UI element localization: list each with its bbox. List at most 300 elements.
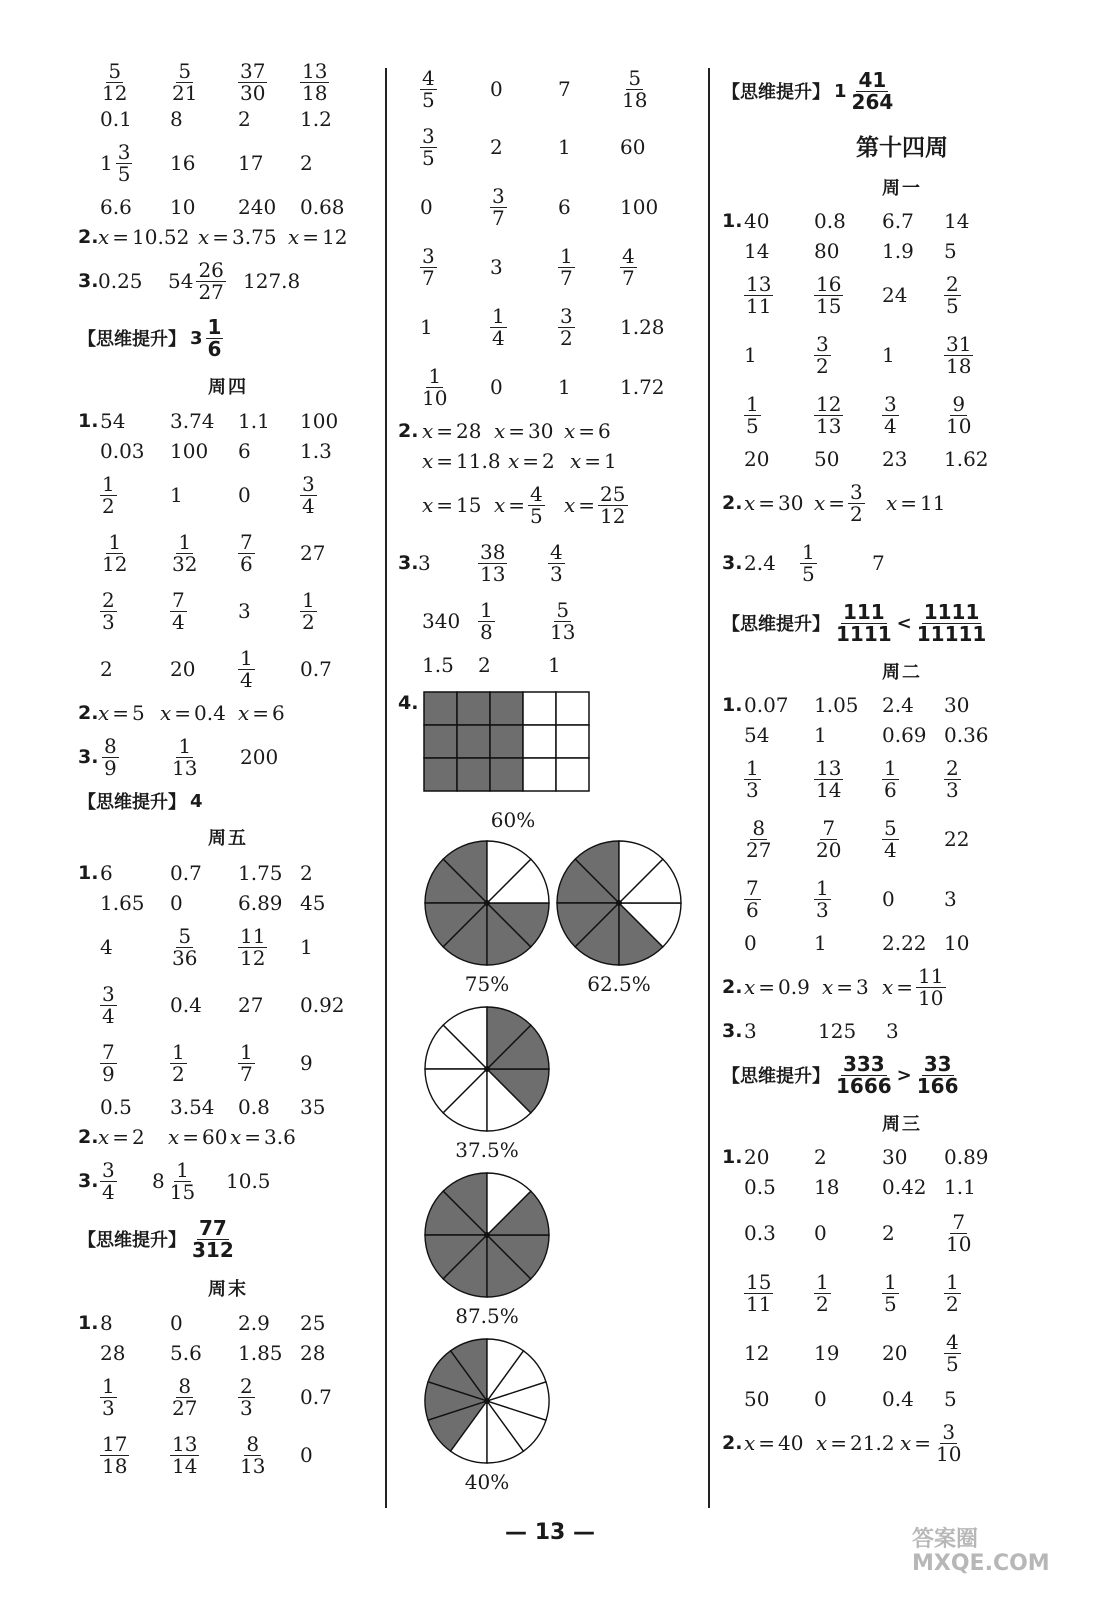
answer-cell <box>100 858 113 888</box>
answer-cell <box>882 1202 895 1264</box>
number: 0.5 <box>100 1095 132 1119</box>
number: 125 <box>818 1019 857 1043</box>
denominator: 36 <box>172 945 198 970</box>
answer-row <box>722 1202 1082 1264</box>
number: 1.9 <box>882 239 914 263</box>
day-heading: 周三 <box>882 1114 922 1135</box>
denominator: 8 <box>480 619 493 644</box>
answer-cell <box>944 808 969 870</box>
answer-cells <box>78 134 378 192</box>
fraction <box>814 391 843 438</box>
number: 30 <box>778 491 804 515</box>
fraction <box>882 391 899 438</box>
answer-row <box>722 750 1082 808</box>
answer-cell <box>98 698 145 728</box>
numerator: 1 <box>240 645 253 670</box>
fraction <box>916 963 945 1010</box>
number: 21.2 <box>850 1431 895 1455</box>
answer-cells <box>722 266 1082 324</box>
answer-cells <box>722 958 1082 1016</box>
answer-cells <box>722 206 1082 236</box>
answer-cell <box>238 1426 267 1484</box>
number: 2.9 <box>238 1311 270 1335</box>
answer-cell <box>872 532 885 594</box>
denominator: 1666 <box>836 1073 892 1098</box>
answer-cell <box>168 1122 228 1152</box>
number: 1.05 <box>814 693 859 717</box>
variable: x <box>288 225 300 249</box>
answer-cell <box>238 858 283 888</box>
denominator: 10 <box>918 985 944 1010</box>
variable: x <box>494 419 506 443</box>
answer-cell <box>744 532 776 594</box>
fraction <box>944 391 973 438</box>
number: 1.2 <box>300 107 332 131</box>
numerator: 1 <box>560 243 573 268</box>
question-number: 1. <box>722 694 743 716</box>
answer-row <box>78 786 378 816</box>
answer-cell <box>814 474 865 532</box>
number: 6 <box>272 701 285 725</box>
answer-cell <box>744 690 789 720</box>
numerator: 7 <box>746 875 759 900</box>
number: 1 <box>814 723 827 747</box>
fraction <box>100 1039 117 1086</box>
denominator: 12 <box>600 503 626 528</box>
answer-cell <box>300 60 329 104</box>
denominator: 5 <box>746 413 759 438</box>
answer-row <box>398 416 698 446</box>
answer-cells <box>722 690 1082 720</box>
grid-cell <box>490 758 523 791</box>
answer-cells <box>78 698 378 728</box>
answer-row <box>722 1414 1082 1472</box>
question-number: 3. <box>722 1020 743 1042</box>
variable: x <box>508 449 520 473</box>
answer-cell <box>300 582 317 640</box>
number: 60 <box>202 1125 228 1149</box>
numerator: 1 <box>102 471 115 496</box>
watermark <box>912 1528 1050 1576</box>
answer-row <box>78 1338 378 1368</box>
answer-cell <box>490 176 507 238</box>
grid-cell <box>457 692 490 725</box>
number: 0.7 <box>300 1385 332 1409</box>
numerator: 111 <box>842 599 885 624</box>
answer-cell <box>882 720 927 750</box>
thinking-boost <box>78 1215 236 1262</box>
answer-row <box>722 324 1082 386</box>
grid-cell <box>424 758 457 791</box>
column-divider <box>385 68 387 1508</box>
answer-value <box>230 1125 296 1149</box>
fraction-pie <box>422 1004 552 1134</box>
answer-cell <box>300 918 313 976</box>
answer-cell <box>944 324 973 386</box>
answer-row <box>398 358 698 416</box>
answer-cells <box>78 406 378 436</box>
equals-sign: = <box>212 225 230 249</box>
fraction-pie <box>422 1336 552 1466</box>
fraction-pie <box>422 1170 552 1300</box>
numerator: 11 <box>240 923 266 948</box>
question-number: 3. <box>722 552 743 574</box>
numerator: 4 <box>422 65 435 90</box>
answer-value <box>816 1431 895 1455</box>
numerator: 13 <box>816 755 842 780</box>
fraction <box>814 875 831 922</box>
answer-cells <box>722 1384 1082 1414</box>
answer-cell <box>944 1142 989 1172</box>
numerator: 12 <box>816 391 842 416</box>
whole: 1 <box>834 80 847 102</box>
numerator: 3 <box>422 243 435 268</box>
denominator: 4 <box>884 837 897 862</box>
numerator: 1 <box>240 1039 253 1064</box>
fraction <box>170 58 199 105</box>
numerator: 7 <box>240 529 253 554</box>
answer-row <box>78 640 378 698</box>
answer-cells <box>398 446 698 476</box>
number: 1.65 <box>100 891 145 915</box>
answer-cell <box>944 1202 973 1264</box>
answer-row <box>722 690 1082 720</box>
answer-cell <box>814 720 827 750</box>
fraction <box>420 123 437 170</box>
question-number: 3. <box>78 746 99 768</box>
denominator: 5 <box>802 561 815 586</box>
answer-cell <box>170 192 195 222</box>
answer-row <box>78 252 378 310</box>
numerator: 1 <box>492 303 505 328</box>
number: 1 <box>420 315 433 339</box>
answer-cell <box>238 1092 270 1122</box>
answer-cell <box>548 592 577 650</box>
answer-row <box>78 406 378 436</box>
denominator: 264 <box>851 89 894 114</box>
answer-cell <box>744 266 773 324</box>
answer-cell <box>478 592 495 650</box>
answer-cells <box>722 1322 1082 1384</box>
answer-cell <box>100 466 117 524</box>
grid-cell <box>556 725 589 758</box>
answer-cell <box>300 406 338 436</box>
answer-cell <box>814 266 843 324</box>
question-number: 2. <box>78 702 99 724</box>
number: 0 <box>490 77 503 101</box>
answer-cells <box>398 238 698 296</box>
equals-sign: = <box>182 1125 200 1149</box>
numerator: 8 <box>246 1431 260 1456</box>
number: 1.1 <box>944 1175 976 1199</box>
answer-row <box>78 134 378 192</box>
answer-cell <box>198 222 277 252</box>
fraction <box>944 1329 961 1376</box>
answer-cell <box>420 60 437 118</box>
answer-cell <box>814 444 839 474</box>
numerator: 5 <box>178 923 192 948</box>
numerator: 2 <box>102 587 115 612</box>
answer-cell <box>508 446 555 476</box>
number: 1 <box>300 935 313 959</box>
number: 0.7 <box>170 861 202 885</box>
variable: x <box>564 493 576 517</box>
fraction <box>598 481 627 528</box>
answer-value <box>886 491 946 515</box>
number: 0.69 <box>882 723 927 747</box>
answer-cell <box>814 928 827 958</box>
denominator: 10 <box>936 1441 962 1466</box>
number: 1 <box>814 931 827 955</box>
number: 27 <box>300 541 326 565</box>
numerator: 7 <box>952 1209 966 1234</box>
answer-cells <box>78 858 378 888</box>
answer-cells <box>722 870 1082 928</box>
fraction <box>170 1373 199 1420</box>
day-heading: 周一 <box>882 178 922 199</box>
denominator: 5 <box>422 145 435 170</box>
answer-value <box>238 701 285 725</box>
equals-sign: = <box>896 975 914 999</box>
answer-value <box>822 975 869 999</box>
answer-cell <box>814 324 831 386</box>
answer-cell <box>944 236 957 266</box>
number: 1 <box>170 483 183 507</box>
variable: x <box>494 493 506 517</box>
number: 2 <box>490 135 503 159</box>
answer-cell <box>490 296 507 358</box>
answer-cell <box>944 690 969 720</box>
number: 100 <box>170 439 209 463</box>
fraction <box>100 471 117 518</box>
answer-row <box>722 1264 1082 1322</box>
answer-cell <box>238 640 255 698</box>
fraction <box>196 257 225 304</box>
numerator: 4 <box>946 1329 959 1354</box>
answer-cell <box>558 176 571 238</box>
number: 3 <box>886 1019 899 1043</box>
answer-row <box>722 958 1082 1016</box>
answer-cell <box>170 104 183 134</box>
denominator: 27 <box>746 837 772 862</box>
fraction <box>238 1431 267 1478</box>
answer-value <box>834 599 988 646</box>
answer-cell <box>238 582 251 640</box>
denominator: 15 <box>169 1179 196 1204</box>
grid-percent: 60% <box>490 808 536 832</box>
denominator: 10 <box>422 385 448 410</box>
fraction <box>915 1051 961 1098</box>
thinking-label: 【思维提升】 <box>722 614 830 635</box>
number: 1.85 <box>238 1341 283 1365</box>
answer-cell <box>744 1264 773 1322</box>
fraction <box>882 815 899 862</box>
answer-cell <box>814 690 859 720</box>
answer-cells <box>78 918 378 976</box>
whole: 1 <box>100 151 113 175</box>
answer-cells <box>78 104 378 134</box>
answer-cell <box>238 976 263 1034</box>
answer-value <box>168 1125 228 1149</box>
numerator: 1 <box>302 587 315 612</box>
denominator: 3 <box>746 777 759 802</box>
answer-cell <box>238 524 255 582</box>
answer-cell <box>744 808 773 870</box>
grid-cell <box>523 725 556 758</box>
fraction <box>528 481 545 528</box>
variable: x <box>98 225 110 249</box>
denominator: 15 <box>816 293 842 318</box>
answer-cell <box>300 104 332 134</box>
answer-cell <box>882 206 914 236</box>
answer-cells <box>78 466 378 524</box>
denominator: 13 <box>480 561 506 586</box>
numerator: 1 <box>172 1039 185 1064</box>
answer-cell <box>170 1308 183 1338</box>
answer-row <box>398 176 698 238</box>
answer-cell <box>418 534 431 592</box>
denominator: 4 <box>240 667 253 692</box>
answer-cell <box>814 1202 827 1264</box>
comparison-sign: < <box>896 612 912 634</box>
answer-cell <box>422 650 454 680</box>
numerator: 1 <box>178 529 192 554</box>
numerator: 1 <box>746 755 759 780</box>
variable: x <box>98 701 110 725</box>
fraction-pie <box>422 838 552 968</box>
number: 10 <box>170 195 196 219</box>
answer-value <box>98 225 189 249</box>
denominator: 11 <box>746 1291 772 1316</box>
mixed-number <box>100 139 132 186</box>
numerator: 37 <box>240 58 266 83</box>
answer-cell <box>744 324 757 386</box>
answer-cell <box>900 1414 964 1472</box>
whole: 3 <box>190 327 203 349</box>
answer-cell <box>620 238 637 296</box>
answer-cell <box>168 252 226 310</box>
denominator: 10 <box>946 413 972 438</box>
answer-cells <box>78 1092 378 1122</box>
variable: x <box>422 493 434 517</box>
denominator: 27 <box>198 279 224 304</box>
answer-row <box>722 206 1082 236</box>
answer-cells <box>398 176 698 238</box>
answer-column-right <box>722 60 1082 1472</box>
answer-cells <box>78 524 378 582</box>
answer-row <box>398 118 698 176</box>
number: 0.9 <box>778 975 810 999</box>
answer-cell <box>422 592 460 650</box>
answer-cell <box>100 1338 125 1368</box>
number: 11 <box>920 491 946 515</box>
fraction <box>834 1051 894 1098</box>
answer-cell <box>744 206 769 236</box>
answer-cells <box>78 1034 378 1092</box>
answer-cells <box>78 1308 378 1338</box>
fraction <box>238 58 267 105</box>
answer-cell <box>226 1152 271 1210</box>
numerator: 38 <box>480 539 506 564</box>
answer-row <box>78 524 378 582</box>
answer-cells <box>722 324 1082 386</box>
answer-row <box>398 446 698 476</box>
number: 2 <box>882 1221 895 1245</box>
answer-cell <box>238 1338 283 1368</box>
thinking-label: 【思维提升】 <box>78 792 186 813</box>
pie-percent: 37.5% <box>455 1138 519 1162</box>
denominator: 13 <box>240 1453 266 1478</box>
number: 22 <box>944 827 970 851</box>
number: 6 <box>598 419 611 443</box>
question-number: 3. <box>78 1170 99 1192</box>
fraction <box>478 597 495 644</box>
numerator: 1 <box>946 1269 959 1294</box>
answer-cell <box>300 134 313 192</box>
number: 3 <box>856 975 869 999</box>
fraction <box>238 1039 255 1086</box>
number: 12 <box>322 225 348 249</box>
denominator: 14 <box>816 777 842 802</box>
number: 0.4 <box>170 993 202 1017</box>
denominator: 18 <box>302 80 328 105</box>
number: 7 <box>558 77 571 101</box>
fraction <box>490 183 507 230</box>
number: 2 <box>238 107 251 131</box>
answer-cell <box>882 928 927 958</box>
answer-cell <box>882 386 899 444</box>
answer-cell <box>420 176 433 238</box>
answer-cell <box>238 406 270 436</box>
answer-cell <box>100 640 113 698</box>
equals-sign: = <box>112 701 130 725</box>
answer-row <box>722 266 1082 324</box>
answer-cells <box>722 1264 1082 1322</box>
fraction <box>800 539 817 586</box>
thinking-label: 【思维提升】 <box>722 82 830 103</box>
answer-cell <box>100 192 132 222</box>
answer-cell <box>100 1308 113 1338</box>
answer-value <box>814 479 865 526</box>
number: 1 <box>548 653 561 677</box>
answer-cell <box>240 728 278 786</box>
numerator: 17 <box>102 1431 128 1456</box>
answer-cell <box>620 60 649 118</box>
number: 23 <box>882 447 908 471</box>
answer-cells <box>78 1152 378 1210</box>
denominator: 4 <box>102 1003 115 1028</box>
number: 30 <box>528 419 554 443</box>
fraction <box>944 331 973 378</box>
denominator: 12 <box>240 945 266 970</box>
answer-cell <box>564 476 628 534</box>
denominator: 14 <box>172 1453 198 1478</box>
number: 60 <box>620 135 646 159</box>
number: 200 <box>240 745 279 769</box>
answer-cell <box>558 60 571 118</box>
thinking-label: 【思维提升】 <box>78 329 186 350</box>
numerator: 1 <box>207 314 222 339</box>
number: 2 <box>100 657 113 681</box>
number: 6 <box>558 195 571 219</box>
answer-cell <box>558 118 571 176</box>
number: 1.1 <box>238 409 270 433</box>
denominator: 1111 <box>836 621 892 646</box>
fraction <box>420 363 449 410</box>
fraction <box>102 733 119 780</box>
number: 0 <box>238 483 251 507</box>
fraction <box>420 65 437 112</box>
